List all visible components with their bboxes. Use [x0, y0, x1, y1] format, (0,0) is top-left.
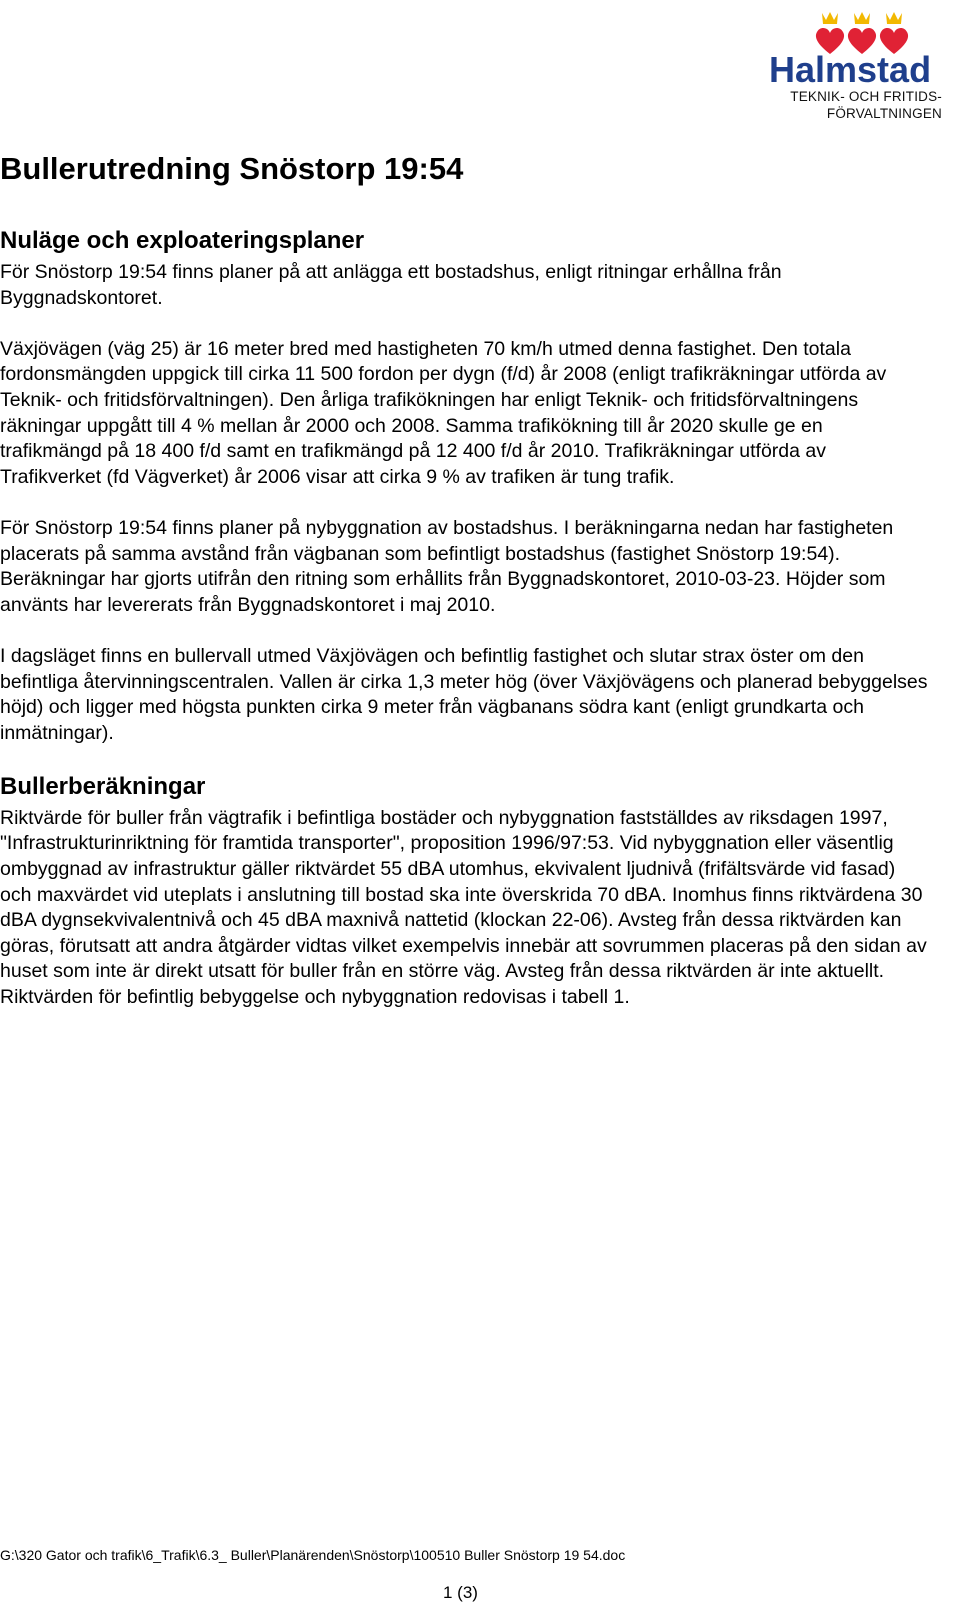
document-body — [0, 150, 930, 1036]
file-path: G:\320 Gator och trafik\6_Trafik\6.3_ Buller\Planärenden\Snöstorp\100510 Buller Snöstorp 19 54.doc — [0, 1547, 626, 1563]
logo-wordmark: Halmstad — [769, 49, 932, 88]
section-heading-nulage: Nuläge och exploateringsplaner — [0, 227, 365, 254]
page-number: 1 (3) — [443, 1583, 478, 1602]
paragraph: För Snöstorp 19:54 finns planer på att anlägga ett bostadshus, enligt ritningar erhållna från Byggnadskontoret. — [0, 261, 782, 309]
section-heading-bullerberakningar: Bullerberäkningar — [0, 772, 206, 800]
halmstad-logo — [752, 8, 942, 122]
paragraph: För Snöstorp 19:54 finns planer på nybyggnation av bostadshus. I beräkningarna nedan har fastigheten placerats på samma avstånd från vägbanan som befintligt bostadshus (fastighet Snöstorp 19:54). Beräkningar har gjorts utifrån den ritning som erhållits från Byggnadskontoret, 2010-03-23. Höjder som använts har levererats från Byggnadskontoret i maj 2010. — [0, 516, 894, 616]
crown-icons — [822, 12, 902, 24]
paragraph: Växjövägen (väg 25) är 16 meter bred med hastigheten 70 km/h utmed denna fastighet. Den totala fordonsmängden uppgick till cirka 11 500 fordon per dygn (f/d) år 2008 (enligt trafikräkningar utförda av Teknik- och fritidsförvaltningen). Den årliga trafikökningen har enligt Teknik- och fritidsförvaltningens räkningar uppgått till 4 % mellan år 2000 och 2008. Samma trafikökning till år 2020 skulle ge en trafikmängd på 18 400 f/d samt en trafikmängd på 12 400 f/d år 2010. Trafikräkningar utförda av Trafikverket (fd Vägverket) år 2006 visar att cirka 9 % av trafiken är tung trafik. — [0, 337, 887, 488]
document-title: Bullerutredning Snöstorp 19:54 — [0, 151, 464, 186]
paragraph: Riktvärde för buller från vägtrafik i befintliga bostäder och nybyggnation fastställdes av riksdagen 1997, "Infrastrukturinriktning för framtida transporter", proposition 1996/97:53. Vid nybyggnation eller väsentlig ombyggnad av infrastruktur gäller riktvärdet 55 dBA utomhus, ekvivalent ljudnivå (frifältsvärde vid fasad) och maxvärdet vid uteplats i anslutning till bostad ska inte överskrida 70 dBA. Inomhus finns riktvärdena 30 dBA dygnsekvivalentnivå och 45 dBA maxnivå nattetid (klockan 22-06). Avsteg från dessa riktvärden kan göras, förutsatt att andra åtgärder vidtas vilket exempelvis innebär att sovrummen placeras på den sidan av huset som inte är direkt utsatt för buller från en större väg. Avsteg från dessa riktvärden är inte aktuellt. Riktvärden för befintlig bebyggelse och nybyggnation redovisas i tabell 1. — [0, 806, 927, 1009]
paragraph: I dagsläget finns en bullervall utmed Växjövägen och befintlig fastighet och slutar strax öster om den befintliga återvinningscentralen. Vallen är cirka 1,3 meter hög (över Växjövägens och planerad bebyggelses höjd) och ligger med högsta punkten cirka 9 meter från vägbanans södra kant (enligt grundkarta och inmätningar). — [0, 644, 928, 744]
hearts-crowns-emblem — [767, 8, 942, 88]
org-name-line-1: TEKNIK- OCH FRITIDS- — [790, 89, 942, 104]
org-name-line-2: FÖRVALTNINGEN — [826, 106, 942, 121]
